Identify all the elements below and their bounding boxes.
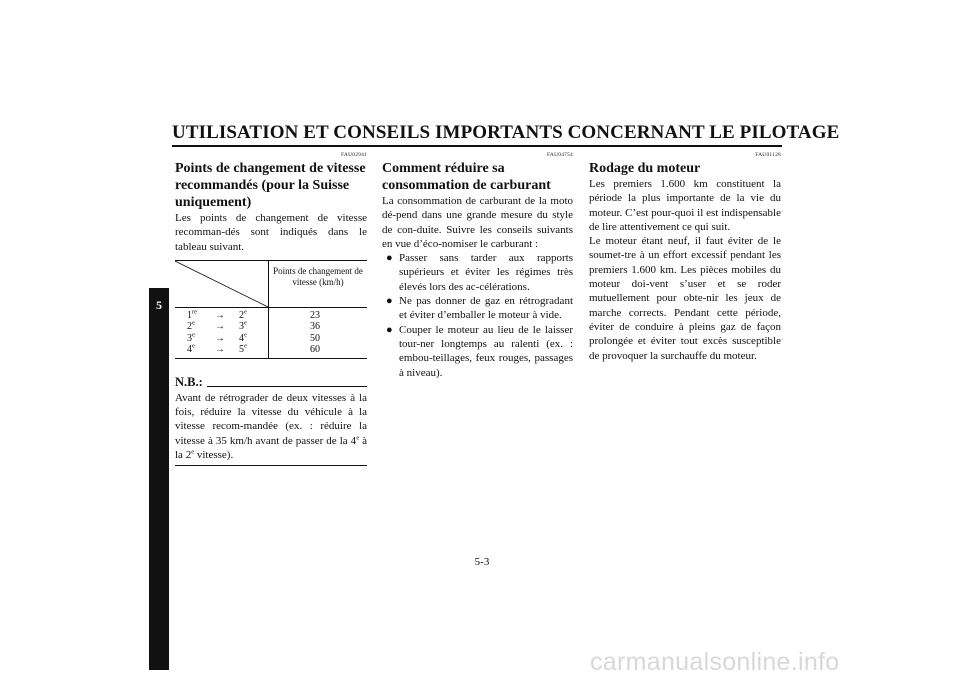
shift-points-table: [175, 260, 367, 359]
chapter-tab: [149, 288, 169, 670]
page-header: UTILISATION ET CONSEILS IMPORTANTS CONCERNANT LE PILOTAGE: [172, 122, 782, 147]
bullet-icon: ●: [386, 323, 393, 336]
gear-from: 2e: [187, 320, 195, 333]
section-fuel-consumption: [382, 152, 573, 380]
arrow-right-icon: →: [215, 321, 225, 333]
diagonal-line: [175, 261, 268, 307]
bullet-icon: ●: [386, 252, 393, 265]
tips-list: [382, 251, 573, 380]
arrow-right-icon: →: [215, 344, 225, 356]
paragraph: Les premiers 1.600 km constituent la période la plus importante de la vie du moteur. C’est pour-quoi il est indispensable de lire attentivement ce qui suit.: [589, 178, 781, 233]
section-title: Comment réduire sa consommation de carburant: [382, 161, 551, 193]
section-code: FAU02941: [341, 152, 367, 158]
gear-to: 2e: [239, 308, 247, 321]
note-label: N.B.:: [175, 374, 203, 389]
bullet-icon: ●: [386, 295, 393, 308]
table-row: [175, 321, 367, 332]
table-corner-cell: [175, 261, 269, 307]
list-item: ● Ne pas donner de gaz en rétrogradant et éviter d’emballer le moteur à vide.: [386, 295, 573, 322]
note-text: Avant de rétrograder de deux vitesses à la fois, réduire la vitesse du véhicule à la vitesse recom-mandée (ex. : réduire la vitesse à 35 km/h avant de passer de la 4e à la 2e vitesse).: [175, 391, 367, 466]
section-shift-points: [175, 152, 367, 466]
watermark: carmanualsonline.info: [590, 648, 840, 676]
table-header: [175, 261, 367, 308]
gear-to: 5e: [239, 343, 247, 356]
chapter-tab-label: 5: [156, 298, 162, 312]
section-engine-break-in: [589, 152, 781, 363]
section-intro: La consommation de carburant de la moto dé-pend dans une grande mesure du style de con-duite. Suivre les conseils suivants en vue d’éco-nomiser le carburant :: [382, 195, 573, 250]
table-body: [175, 308, 367, 358]
table-header-label: Points de changement de vitesse (km/h): [273, 265, 363, 288]
section-title: Points de changement de vitesse recommandés (pour la Suisse uniquement): [175, 161, 366, 210]
gear-from: 4e: [187, 343, 195, 356]
gear-to: 4e: [239, 331, 247, 344]
gear-to: 3e: [239, 320, 247, 333]
note-heading: [175, 376, 367, 389]
section-title: Rodage du moteur: [589, 161, 701, 176]
section-code: FAU04754: [547, 152, 573, 158]
section-intro: Les points de changement de vitesse recomman-dés sont indiqués dans le tableau suivant.: [175, 212, 367, 253]
list-item: ● Couper le moteur au lieu de le laisser tour-ner longtemps au ralenti (ex. : embou-teillages, feux rouges, passages à niveau).: [386, 323, 573, 379]
shift-speed: 50: [310, 332, 320, 344]
shift-speed: 36: [310, 321, 320, 333]
shift-speed: 23: [310, 309, 320, 321]
section-code: FAU01128: [755, 152, 781, 158]
page-number: 5-3: [474, 556, 490, 568]
paragraph: Le moteur étant neuf, il faut éviter de le soumet-tre à un effort excessif pendant les premiers 1.600 km. Les pièces mobiles du moteur doi-vent s’user et se roder mutuellement pour obte-nir les jeux de marche corrects. Pendant cette période, éviter de conduire à pleins gaz de façon prolongée et éviter tout excès susceptible de provoquer la surchauffe du moteur.: [589, 235, 781, 362]
table-row: [175, 333, 367, 344]
table-row: [175, 310, 367, 321]
gear-from: 3e: [187, 331, 195, 344]
note-rule: [207, 386, 367, 387]
arrow-right-icon: →: [215, 332, 225, 344]
list-item: ● Passer sans tarder aux rapports supérieurs et éviter les régimes très élevés lors des ac-célérations.: [386, 252, 573, 293]
table-row: [175, 344, 367, 355]
gear-from: 1re: [187, 308, 198, 321]
arrow-right-icon: →: [215, 309, 225, 321]
shift-speed: 60: [310, 344, 320, 356]
